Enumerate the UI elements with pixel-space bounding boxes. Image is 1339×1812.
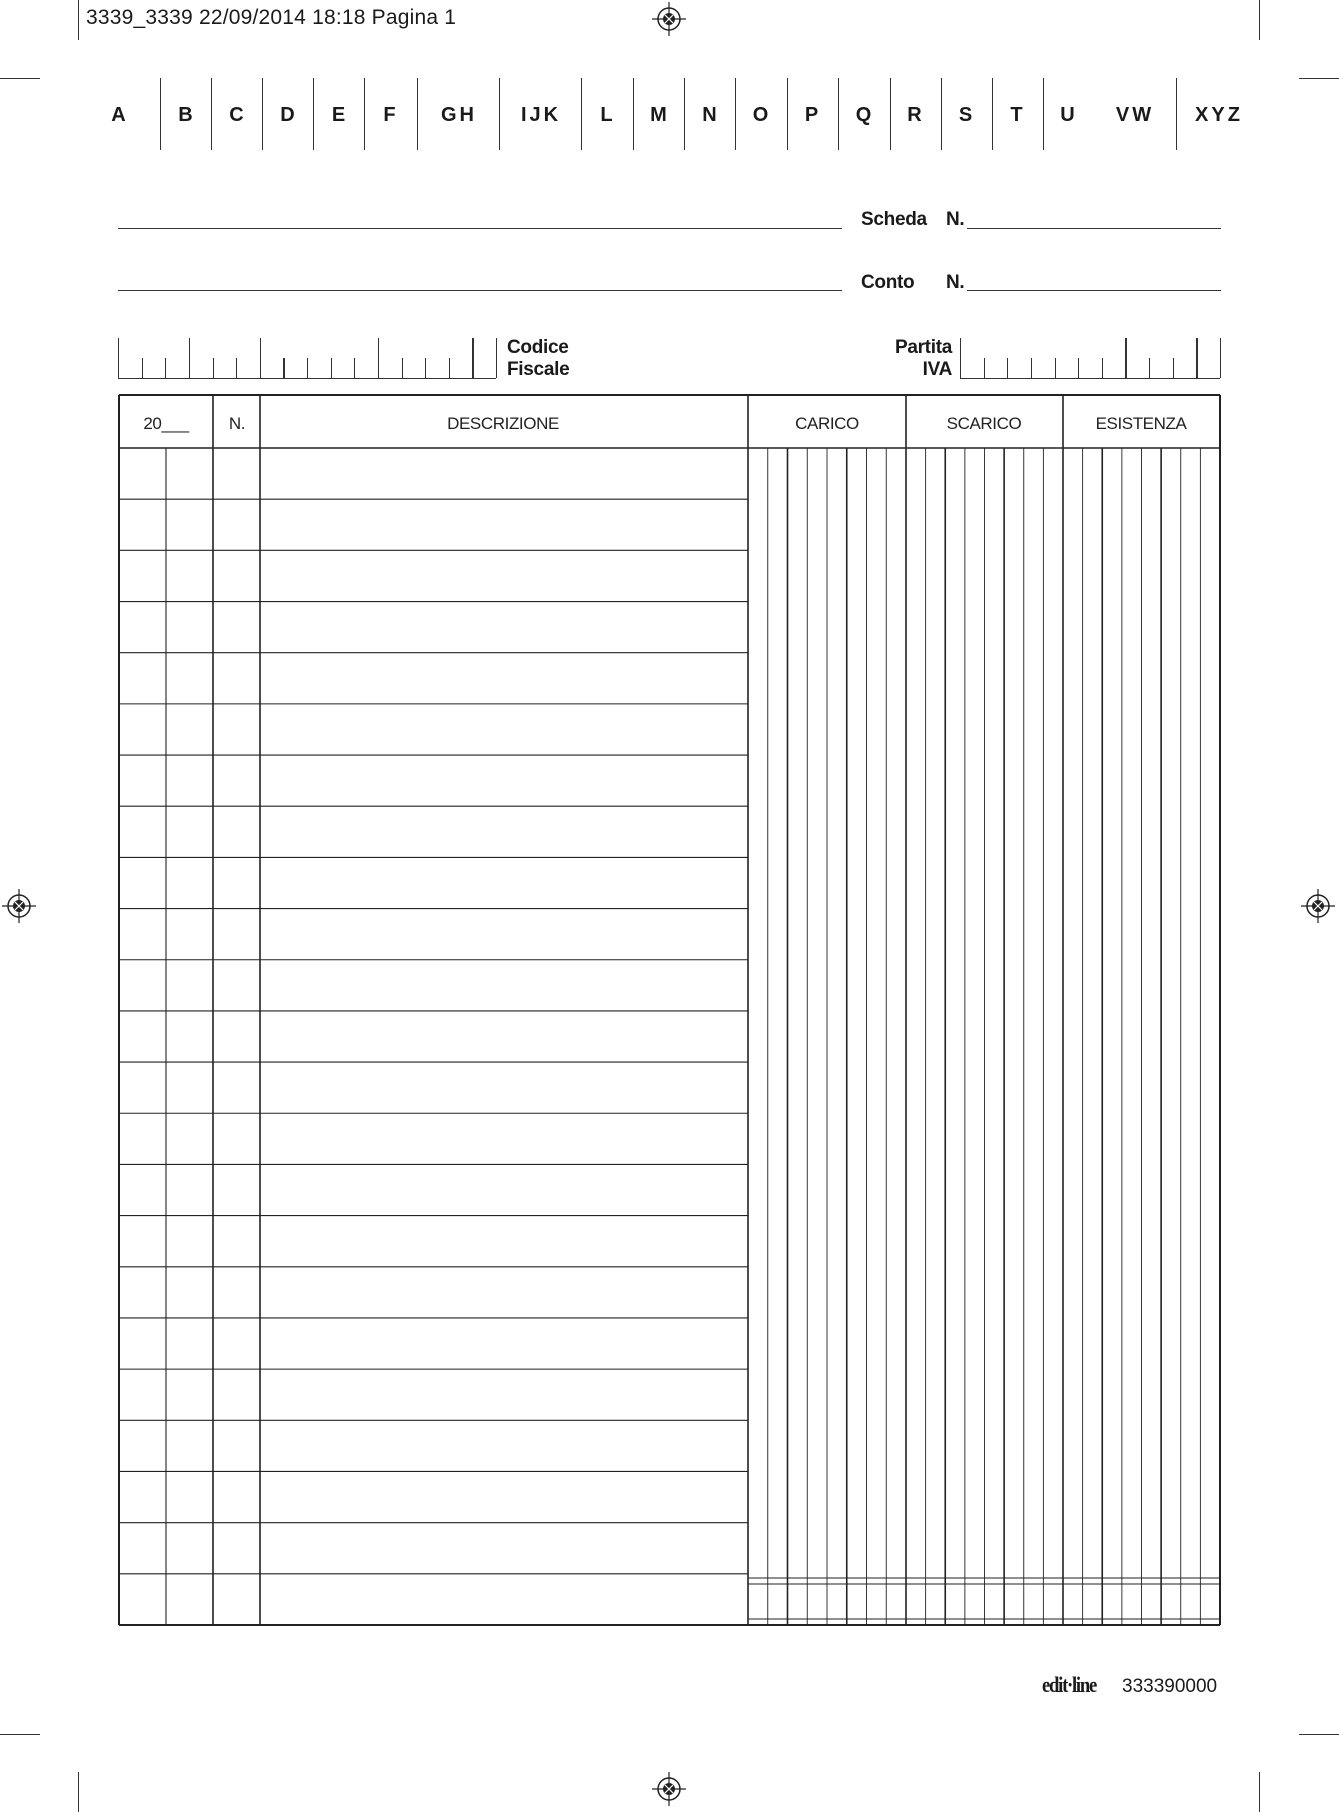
index-tab-b[interactable]: B bbox=[178, 104, 196, 126]
scarico-header: SCARICO bbox=[946, 414, 1022, 433]
iva-label: IVA bbox=[922, 359, 952, 380]
esistenza-header: ESISTENZA bbox=[1095, 414, 1187, 433]
index-tab-s[interactable]: S bbox=[958, 104, 976, 126]
index-tab-e[interactable]: E bbox=[331, 104, 349, 126]
brand-logo: edit·line bbox=[1042, 1672, 1096, 1697]
index-tab-q[interactable]: Q bbox=[855, 104, 875, 126]
conto-label: Conto bbox=[861, 272, 915, 293]
partita-label: Partita bbox=[894, 337, 952, 358]
index-tab-c[interactable]: C bbox=[229, 104, 247, 126]
fiscale-label: Fiscale bbox=[507, 359, 570, 380]
year-header: 20___ bbox=[143, 414, 189, 433]
index-tab-a[interactable]: A bbox=[111, 104, 129, 126]
scheda-label: Scheda bbox=[861, 209, 927, 230]
index-tab-p[interactable]: P bbox=[804, 104, 822, 126]
index-tab-d[interactable]: D bbox=[280, 104, 298, 126]
carico-header: CARICO bbox=[795, 414, 859, 433]
scheda-number-label: N. bbox=[946, 209, 965, 230]
codice-label: Codice bbox=[507, 337, 569, 358]
index-tab-xyz[interactable]: XYZ bbox=[1195, 104, 1243, 126]
index-tab-f[interactable]: F bbox=[383, 104, 399, 126]
index-tab-ijk[interactable]: IJK bbox=[520, 104, 562, 126]
index-tab-l[interactable]: L bbox=[600, 104, 616, 126]
index-tab-u[interactable]: U bbox=[1060, 104, 1078, 126]
product-code: 333390000 bbox=[1122, 1676, 1218, 1697]
index-tab-vw[interactable]: VW bbox=[1115, 104, 1155, 126]
print-info: 3339_3339 22/09/2014 18:18 Pagina 1 bbox=[86, 6, 457, 29]
description-header: DESCRIZIONE bbox=[447, 414, 559, 433]
index-tab-o[interactable]: O bbox=[752, 104, 772, 126]
ledger-grid bbox=[119, 395, 1220, 1625]
number-header: N. bbox=[228, 414, 246, 433]
conto-number-label: N. bbox=[946, 272, 965, 293]
index-tab-t[interactable]: T bbox=[1010, 104, 1026, 126]
index-tab-r[interactable]: R bbox=[907, 104, 925, 126]
index-tab-n[interactable]: N bbox=[702, 104, 720, 126]
index-tab-m[interactable]: M bbox=[650, 104, 670, 126]
index-tab-gh[interactable]: GH bbox=[441, 104, 477, 126]
